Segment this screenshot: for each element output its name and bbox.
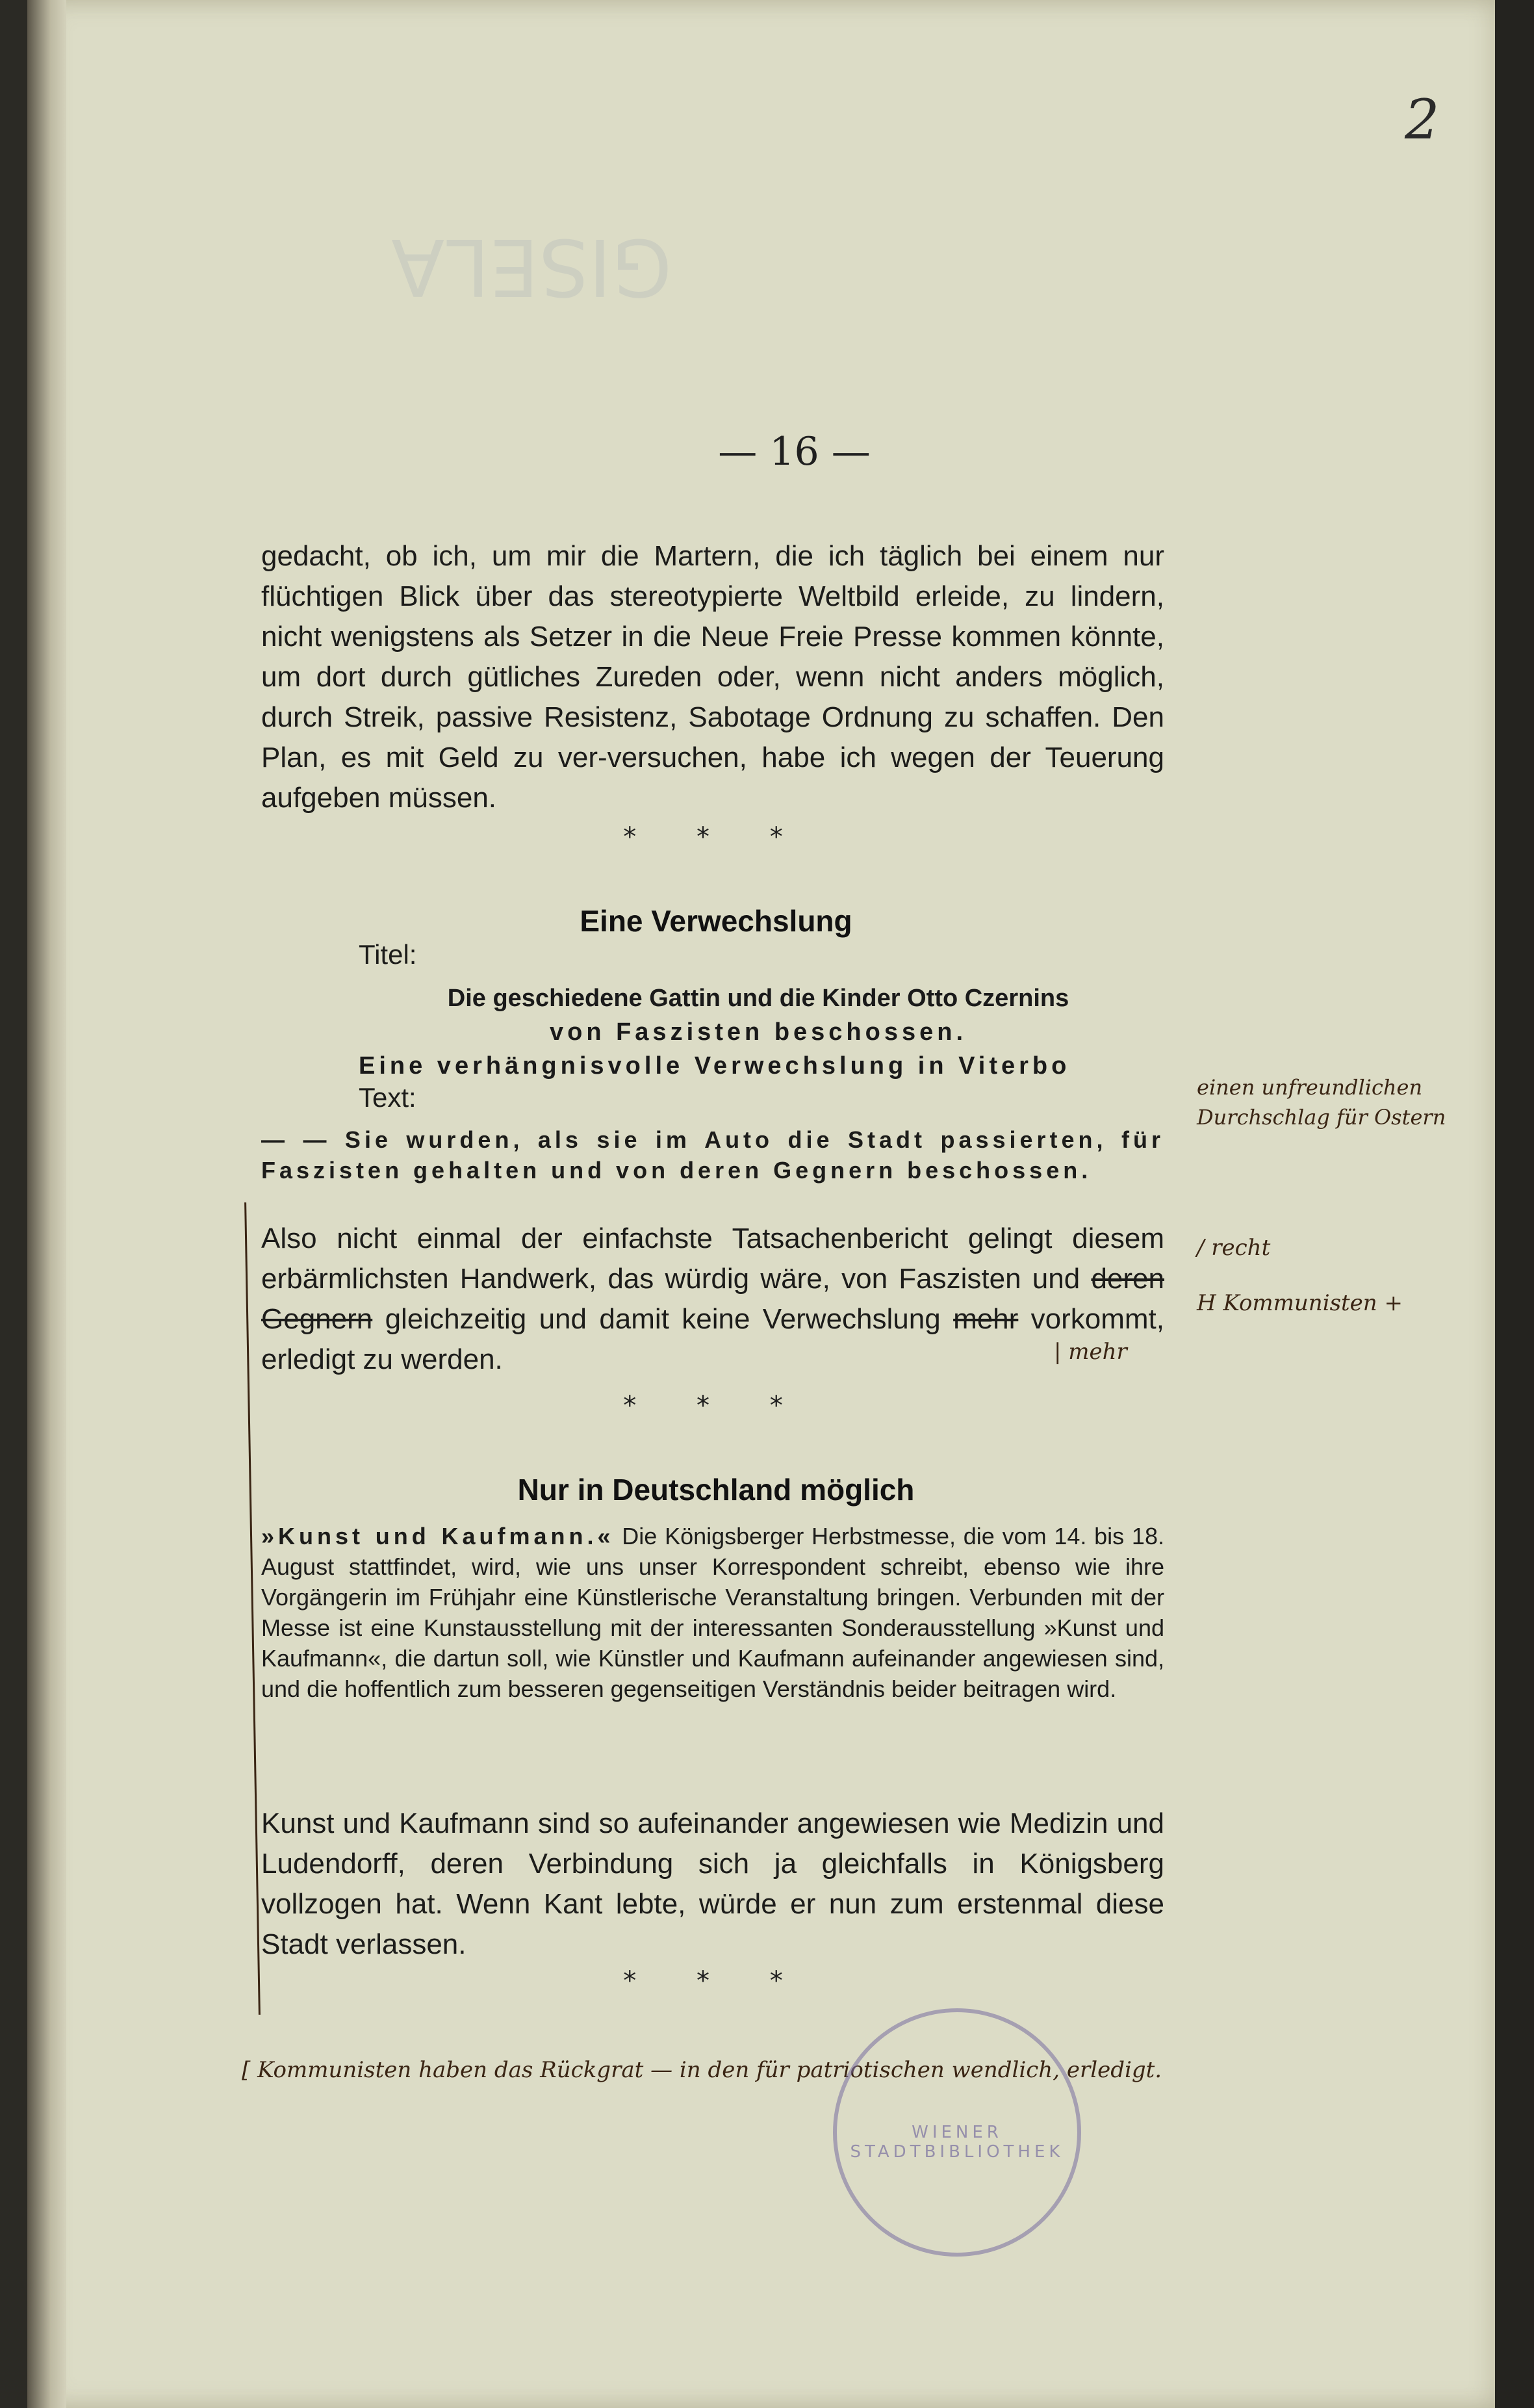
handwritten-margin-note-4: | mehr <box>1054 1339 1127 1365</box>
paragraph-part-c: vorkommt, erledigt zu werden. <box>261 1303 1165 1375</box>
heading-nur-in-deutschland: Nur in Deutschland möglich <box>517 1473 915 1507</box>
quoted-title <box>359 981 1158 1083</box>
handwritten-margin-note-2: / recht <box>1197 1235 1271 1261</box>
quoted-text: — — Sie wurden, als sie im Auto die Stadt passierten, für Faszisten gehalten und von deren Gegnern beschossen. <box>261 1126 1164 1184</box>
handwritten-footnote: [ Kommunisten haben das Rückgrat — in den für patriotischen wendlich, erledigt. <box>242 2057 1162 2083</box>
section-separator-3: * * * <box>623 1966 809 1996</box>
quote-title: »Kunst und Kaufmann.« <box>261 1523 615 1549</box>
pencil-page-number: 2 <box>1405 88 1440 151</box>
section-separator-2: * * * <box>623 1391 809 1421</box>
paragraph-kant: Kunst und Kaufmann sind so aufeinander angewiesen wie Medizin und Ludendorff, deren Verbindung sich ja gleichfalls in Königsberg vollzogen hat. Wenn Kant lebte, würde er nun zum erstenmal diese Stadt verlassen. <box>261 1807 1164 1960</box>
struck-mehr: mehr <box>953 1303 1019 1335</box>
paragraph-verwechslung <box>261 1219 1164 1380</box>
struck-deren-gegnern: deren Gegnern <box>261 1263 1164 1335</box>
paragraph-gedacht: gedacht, ob ich, um mir die Martern, die ich täglich bei einem nur flüchtigen Blick über das stereotypierte Weltbild erleide, zu lindern, nicht wenigstens als Setzer in die Neue Freie Presse kommen könnte, um dort durch gütliches Zureden oder, wenn nicht anders möglich, durch Streik, passive Resistenz, Sabotage Ordnung zu schaffen. Den Plan, es mit Geld zu ver-versuchen, habe ich wegen der Teuerung aufgeben müssen. <box>261 540 1164 814</box>
page-number: — 16 — <box>718 429 871 474</box>
text-label: Text: <box>359 1082 416 1113</box>
binding-strip <box>27 0 66 2408</box>
titel-label: Titel: <box>359 939 417 970</box>
paragraph-part-b: gleichzeitig und damit keine Verwechslung <box>385 1303 941 1335</box>
handwritten-bracket-line <box>244 1202 261 2015</box>
handwritten-margin-note-3: H Kommunisten + <box>1197 1290 1403 1316</box>
paragraph-part-a: Also nicht einmal der einfachste Tatsachenbericht gelingt diesem erbärmlichsten Handwerk, das würdig wäre, von Faszisten und <box>261 1223 1164 1295</box>
document-page <box>27 0 1501 2408</box>
quote-body: Die Königsberger Herbstmesse, die vom 14. bis 18. August stattfindet, wird, wie uns unser Korrespondent schreibt, ebenso wie ihre Vorgängerin im Frühjahr eine Künstlerische Veranstaltung bringen. Verbunden mit der Messe ist eine Kunstausstellung mit der interessanten Sonderausstellung »Kunst und Kaufmann«, die dartun soll, wie Künstler und Kaufmann aufeinander angewiesen sind, und die hoffentlich zum besseren gegenseitigen Verständnis beider beitragen wird. <box>261 1523 1164 1702</box>
quote-kunst-und-kaufmann <box>261 1521 1164 1704</box>
handwritten-margin-note-1: einen unfreundlichen Durchschlag für Ostern <box>1197 1075 1446 1130</box>
title-line-3: Eine verhängnisvolle Verwechslung in Viterbo <box>359 1052 1071 1080</box>
library-stamp <box>833 2008 1081 2257</box>
title-line-1: Die geschiedene Gattin und die Kinder Otto Czernins <box>447 985 1069 1012</box>
section-separator: * * * <box>623 822 809 852</box>
scan-background-edge <box>1495 0 1534 2408</box>
stamp-text: WIENER STADTBIBLIOTHEK <box>850 2123 1064 2162</box>
title-line-2: von Faszisten beschossen. <box>549 1018 967 1046</box>
heading-eine-verwechslung: Eine Verwechslung <box>580 904 852 938</box>
bleed-through-text: GISELA <box>391 221 672 311</box>
